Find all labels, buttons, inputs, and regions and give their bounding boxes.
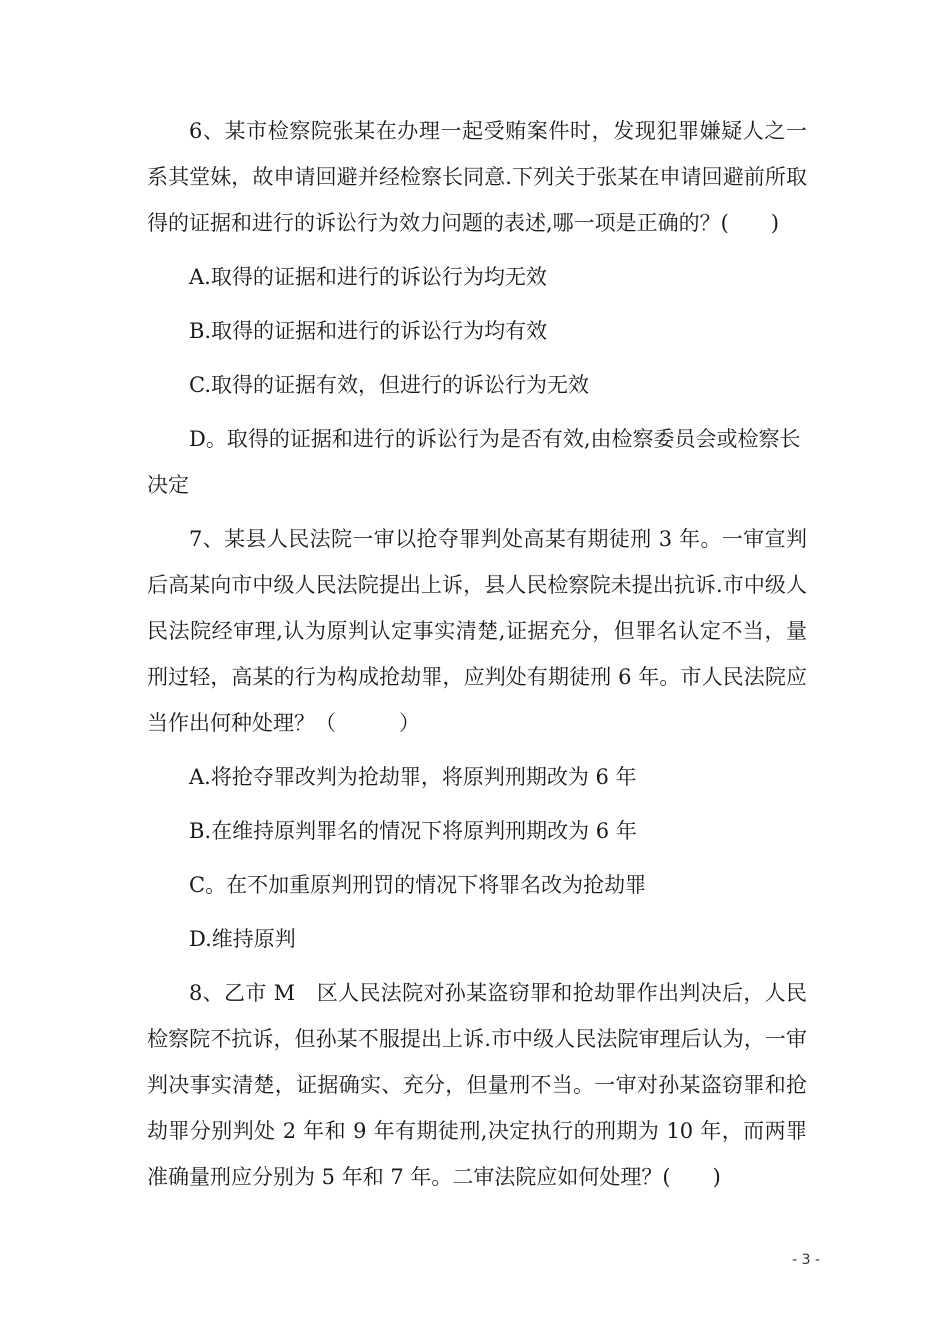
question-7-stem: 7、某县人民法院一审以抢夺罪判处高某有期徒刑 3 年。一审宣判后高某向市中级人民法院提出上诉，县人民检察院未提出抗诉.市中级人民法院经审理,认为原判认定事实清楚,证据充分，但罪名认定不当，量刑过轻，高某的行为构成抢劫罪，应判处有期徒刑 6 年。市人民法院应当作出何种处理？（ ） bbox=[147, 527, 807, 735]
question-7-option-b: B.在维持原判罪名的情况下将原判刑期改为 6 年 bbox=[189, 819, 637, 843]
question-6-option-b: B.取得的证据和进行的诉讼行为均有效 bbox=[189, 319, 548, 343]
question-8-stem: 8、乙市 M 区人民法院对孙某盗窃罪和抢劫罪作出判决后，人民检察院不抗诉，但孙某不服提出上诉.市中级人民法院审理后认为，一审判决事实清楚，证据确实、充分，但量刑不当。一审对孙某盗窃罪和抢劫罪分别判处 2 年和 9 年有期徒刑,决定执行的刑期为 10 年，而两罪准确量刑应分别为 5 年和 7 年。二审法院应如何处理？( ) bbox=[147, 981, 807, 1189]
question-6-stem: 6、某市检察院张某在办理一起受贿案件时，发现犯罪嫌疑人之一系其堂妹，故申请回避并经检察长同意.下列关于张某在申请回避前所取得的证据和进行的诉讼行为效力问题的表述,哪一项是正确的？( ) bbox=[147, 119, 807, 235]
question-6-option-a: A.取得的证据和进行的诉讼行为均无效 bbox=[189, 265, 547, 289]
question-6-option-d: D。取得的证据和进行的诉讼行为是否有效,由检察委员会或检察长决定 bbox=[147, 427, 801, 497]
page-number: - 3 - bbox=[792, 1252, 820, 1268]
question-7-option-a: A.将抢夺罪改判为抢劫罪，将原判刑期改为 6 年 bbox=[189, 765, 637, 789]
question-6-option-c: C.取得的证据有效，但进行的诉讼行为无效 bbox=[189, 373, 589, 397]
document-body bbox=[147, 108, 807, 1208]
question-7-option-c: C。在不加重原判刑罚的情况下将罪名改为抢劫罪 bbox=[189, 873, 647, 897]
question-7-option-d: D.维持原判 bbox=[189, 927, 296, 951]
